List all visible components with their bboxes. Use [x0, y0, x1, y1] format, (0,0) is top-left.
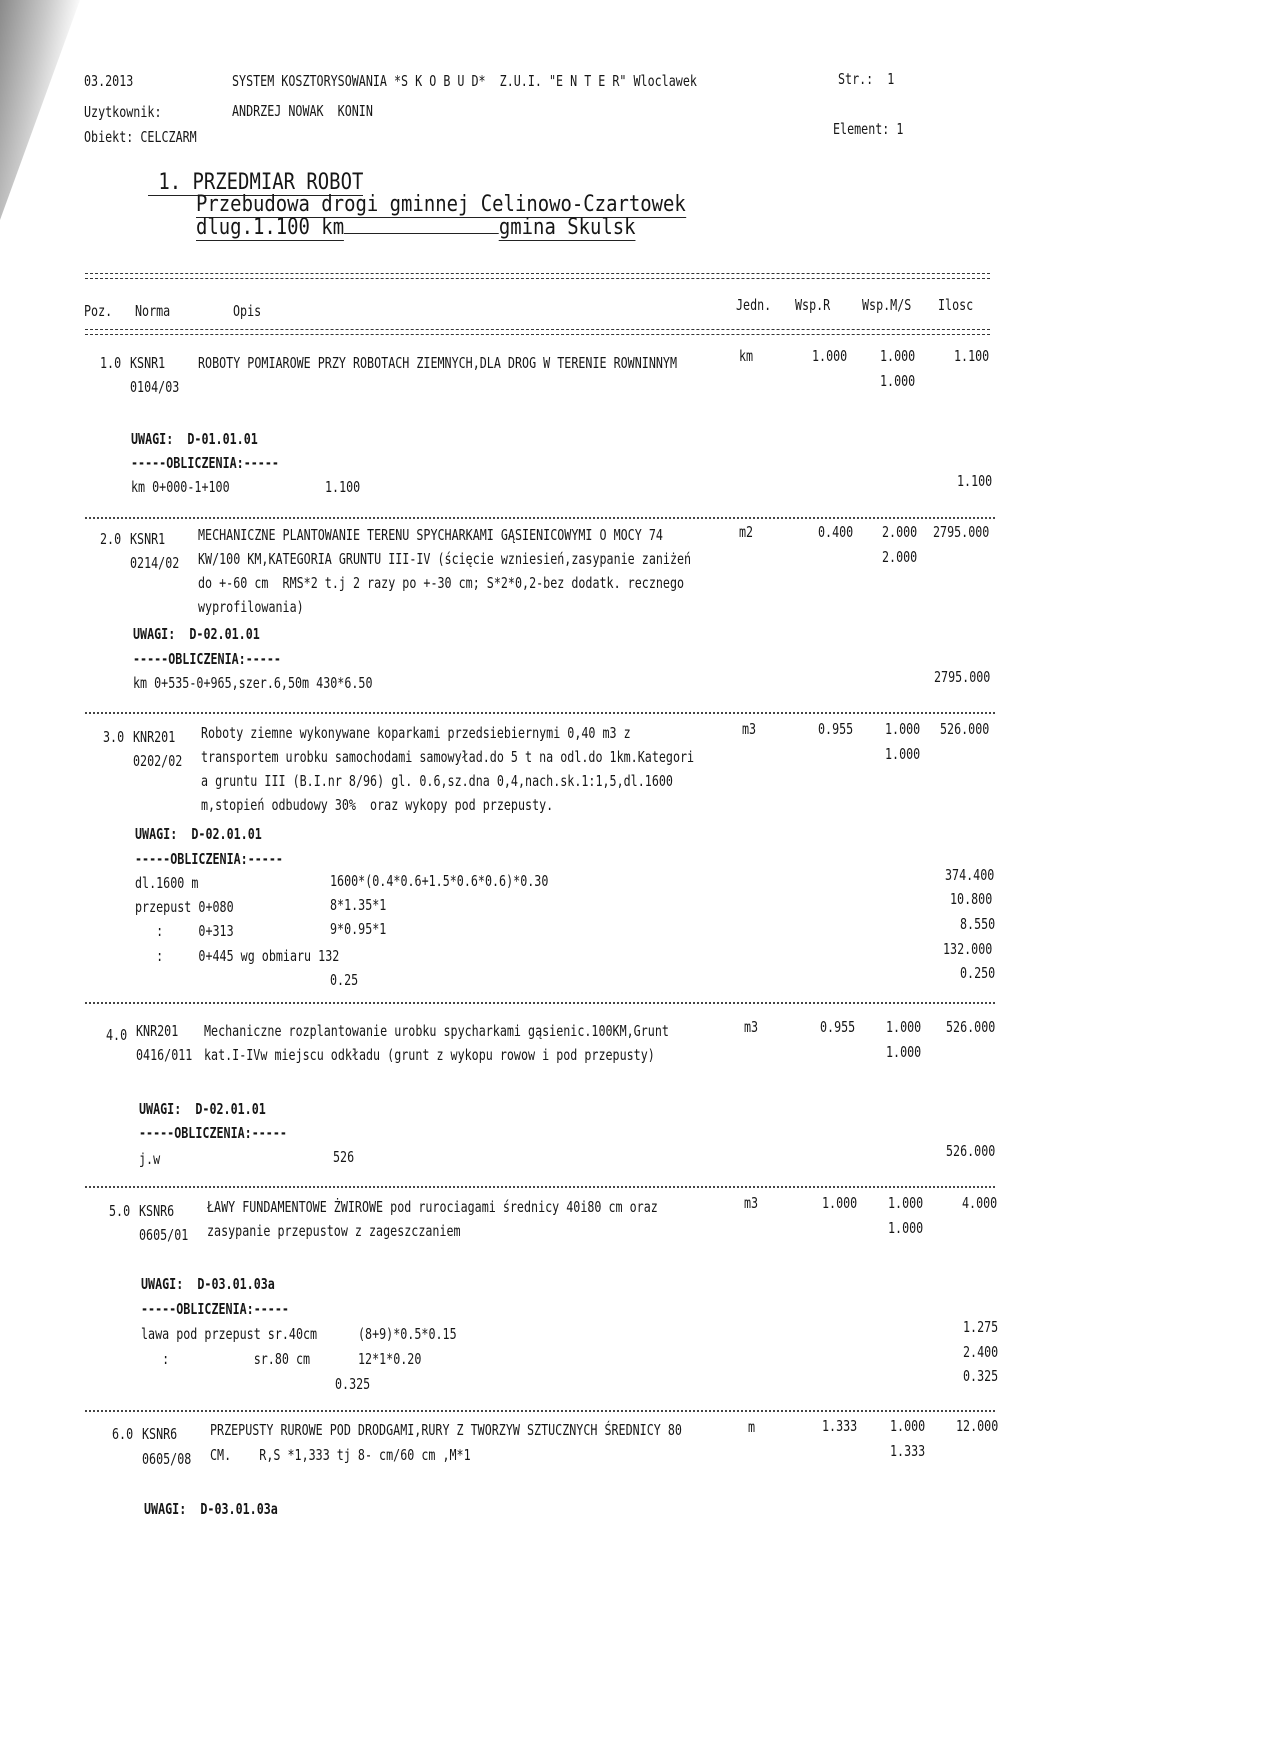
item-quantity: 526.000: [946, 1018, 996, 1036]
item-wspms-2: 1.000: [886, 1043, 922, 1061]
title-line-3b: gmina Skulsk: [498, 215, 636, 240]
item-calc-header: -----OBLICZENIA:-----: [141, 1300, 289, 1318]
item-calc-header: -----OBLICZENIA:-----: [135, 850, 283, 868]
item-wspms: 1.000: [885, 720, 921, 738]
calc-expr: 0.25: [330, 971, 359, 989]
item-wspms: 1.000: [888, 1194, 924, 1212]
calc-value: 2.400: [963, 1343, 999, 1361]
item-desc-line: Roboty ziemne wykonywane koparkami przedsiebiernymi 0,40 m3 z: [201, 724, 631, 742]
item-desc-line: wyprofilowania): [198, 598, 304, 616]
item-wspms: 1.000: [880, 347, 916, 365]
item-separator: [85, 1186, 995, 1188]
header-element: Element: 1: [833, 120, 904, 138]
item-quantity: 4.000: [962, 1194, 998, 1212]
calc-value: 0.250: [960, 964, 996, 982]
calc-value: 2795.000: [934, 668, 991, 686]
calc-label: : 0+313: [135, 922, 234, 940]
item-notes: UWAGI: D-03.01.03a: [141, 1275, 275, 1293]
item-separator: [85, 1002, 995, 1004]
col-jedn: Jedn.: [736, 296, 772, 314]
header-date: 03.2013: [84, 72, 134, 90]
item-notes: UWAGI: D-02.01.01: [135, 825, 262, 843]
item-desc-line: do +-60 cm RMS*2 t.j 2 razy po +-30 cm; S*2*0,2-bez dodatk. recznego: [198, 574, 685, 592]
item-wspms-2: 1.000: [885, 745, 921, 763]
item-desc-line: MECHANICZNE PLANTOWANIE TERENU SPYCHARKAMI GĄSIENICOWYMI O MOCY 74: [198, 526, 663, 544]
item-quantity: 2795.000: [933, 523, 990, 541]
item-norma-code: 0605/01: [139, 1226, 189, 1244]
calc-value: 10.800: [950, 890, 993, 908]
item-norma-code: 0202/02: [133, 752, 183, 770]
col-wspms: Wsp.M/S: [862, 296, 912, 314]
col-wspr: Wsp.R: [795, 296, 831, 314]
item-desc-line: ŁAWY FUNDAMENTOWE ŻWIROWE pod rurociagami średnicy 40i80 cm oraz: [207, 1198, 658, 1216]
item-unit: m3: [744, 1194, 759, 1212]
item-poz: 4.0: [106, 1026, 128, 1044]
item-desc-line: KW/100 KM,KATEGORIA GRUNTU III-IV (ścięcie wzniesień,zasypanie zaniżeń: [198, 550, 692, 568]
header-rule-bottom: [85, 329, 990, 335]
calc-value: 0.325: [963, 1367, 999, 1385]
item-wspms-2: 2.000: [882, 548, 918, 566]
calc-label: przepust 0+080: [135, 898, 234, 916]
item-unit: m3: [742, 720, 757, 738]
item-desc-line: CM. R,S *1,333 tj 8- cm/60 cm ,M*1: [210, 1446, 471, 1464]
item-quantity: 1.100: [954, 347, 990, 365]
item-wspr: 1.000: [822, 1194, 858, 1212]
item-calc-header: -----OBLICZENIA:-----: [139, 1124, 287, 1142]
header-page-number: Str.: 1: [838, 70, 895, 88]
item-wspms-2: 1.333: [890, 1442, 926, 1460]
calc-label: j.w: [139, 1150, 161, 1168]
item-wspms: 2.000: [882, 523, 918, 541]
item-norma-code: 0104/03: [130, 378, 180, 396]
calc-expr: 526: [333, 1148, 355, 1166]
item-wspr: 0.400: [818, 523, 854, 541]
item-calc-header: -----OBLICZENIA:-----: [131, 454, 279, 472]
calc-label: km 0+000-1+100: [131, 478, 230, 496]
col-norma: Norma: [135, 302, 171, 320]
item-norma: KNR201: [133, 728, 176, 746]
title-underline-gap: [344, 233, 499, 234]
item-separator: [85, 1410, 995, 1412]
item-separator: [85, 517, 995, 519]
calc-expr: (8+9)*0.5*0.15: [358, 1325, 457, 1343]
item-norma-code: 0605/08: [142, 1450, 192, 1468]
header-rule-top: [85, 273, 990, 279]
calc-label: lawa pod przepust sr.40cm: [141, 1325, 318, 1343]
item-poz: 5.0: [109, 1202, 131, 1220]
item-calc-header: -----OBLICZENIA:-----: [133, 650, 281, 668]
item-notes: UWAGI: D-01.01.01: [131, 430, 258, 448]
item-desc-line: m,stopień odbudowy 30% oraz wykopy pod przepusty.: [201, 796, 554, 814]
title-line-1: 1. PRZEDMIAR ROBOT: [148, 170, 363, 196]
calc-label: : 0+445 wg obmiaru 132: [135, 947, 340, 965]
col-poz: Poz.: [84, 302, 113, 320]
calc-value: 132.000: [943, 940, 993, 958]
item-poz: 2.0: [100, 530, 122, 548]
item-separator: [85, 712, 995, 714]
item-norma-code: 0214/02: [130, 554, 180, 572]
item-notes: UWAGI: D-02.01.01: [139, 1100, 266, 1118]
title-line-3a: dlug.1.100 km: [196, 215, 345, 240]
item-wspms: 1.000: [890, 1417, 926, 1435]
item-poz: 1.0: [100, 354, 122, 372]
calc-value: 526.000: [946, 1142, 996, 1160]
item-norma: KSNR6: [142, 1425, 178, 1443]
item-unit: km: [739, 347, 754, 365]
item-quantity: 12.000: [956, 1417, 999, 1435]
calc-label: km 0+535-0+965,szer.6,50m 430*6.50: [133, 674, 373, 692]
item-poz: 6.0: [112, 1425, 134, 1443]
item-wspr: 0.955: [818, 720, 854, 738]
calc-expr: 1.100: [325, 478, 361, 496]
item-desc-line: PRZEPUSTY RUROWE POD DRODGAMI,RURY Z TWORZYW SZTUCZNYCH ŚREDNICY 80: [210, 1421, 682, 1439]
calc-value: 8.550: [960, 915, 996, 933]
item-desc-line: ROBOTY POMIAROWE PRZY ROBOTACH ZIEMNYCH,DLA DROG W TERENIE ROWNINNYM: [198, 354, 677, 372]
calc-value: 1.100: [957, 472, 993, 490]
item-wspr: 0.955: [820, 1018, 856, 1036]
item-desc-line: zasypanie przepustow z zageszczaniem: [207, 1222, 461, 1240]
col-opis: Opis: [233, 302, 262, 320]
calc-expr: 8*1.35*1: [330, 896, 387, 914]
item-wspr: 1.000: [812, 347, 848, 365]
item-norma: KSNR1: [130, 354, 166, 372]
item-wspms-2: 1.000: [880, 372, 916, 390]
item-norma: KSNR1: [130, 530, 166, 548]
item-quantity: 526.000: [940, 720, 990, 738]
title-line-2: Przebudowa drogi gminnej Celinowo-Czartowek: [196, 192, 686, 217]
item-poz: 3.0: [103, 728, 125, 746]
item-wspms: 1.000: [886, 1018, 922, 1036]
item-desc-line: a gruntu III (B.I.nr 8/96) gl. 0.6,sz.dna 0,4,nach.sk.1:1,5,dl.1600: [201, 772, 673, 790]
header-user-value: ANDRZEJ NOWAK KONIN: [232, 102, 373, 120]
header-system: SYSTEM KOSZTORYSOWANIA *S K O B U D* Z.U.I. "E N T E R" Wloclawek: [232, 72, 697, 90]
calc-value: 374.400: [945, 866, 995, 884]
calc-expr: 0.325: [335, 1375, 371, 1393]
calc-expr: 9*0.95*1: [330, 920, 387, 938]
col-ilosc: Ilosc: [938, 296, 974, 314]
item-unit: m: [748, 1418, 756, 1436]
item-desc-line: Mechaniczne rozplantowanie urobku spycharkami gąsienic.100KM,Grunt: [204, 1022, 669, 1040]
item-wspr: 1.333: [822, 1417, 858, 1435]
item-notes: UWAGI: D-03.01.03a: [144, 1500, 278, 1518]
item-desc-line: transportem urobku samochodami samowyład.do 5 t na odl.do 1km.Kategori: [201, 748, 695, 766]
header-user-label: Uzytkownik:: [84, 103, 162, 121]
header-object: Obiekt: CELCZARM: [84, 128, 197, 146]
item-notes: UWAGI: D-02.01.01: [133, 625, 260, 643]
calc-label: dl.1600 m: [135, 874, 199, 892]
folded-corner-shadow: [0, 0, 80, 220]
item-norma: KNR201: [136, 1022, 179, 1040]
calc-label: : sr.80 cm: [141, 1350, 311, 1368]
item-desc-line: kat.I-IVw miejscu odkładu (grunt z wykopu rowow i pod przepusty): [204, 1046, 655, 1064]
item-wspms-2: 1.000: [888, 1219, 924, 1237]
item-unit: m2: [739, 523, 754, 541]
calc-value: 1.275: [963, 1318, 999, 1336]
item-unit: m3: [744, 1018, 759, 1036]
calc-expr: 12*1*0.20: [358, 1350, 422, 1368]
item-norma: KSNR6: [139, 1202, 175, 1220]
calc-expr: 1600*(0.4*0.6+1.5*0.6*0.6)*0.30: [330, 872, 549, 890]
item-norma-code: 0416/011: [136, 1046, 193, 1064]
